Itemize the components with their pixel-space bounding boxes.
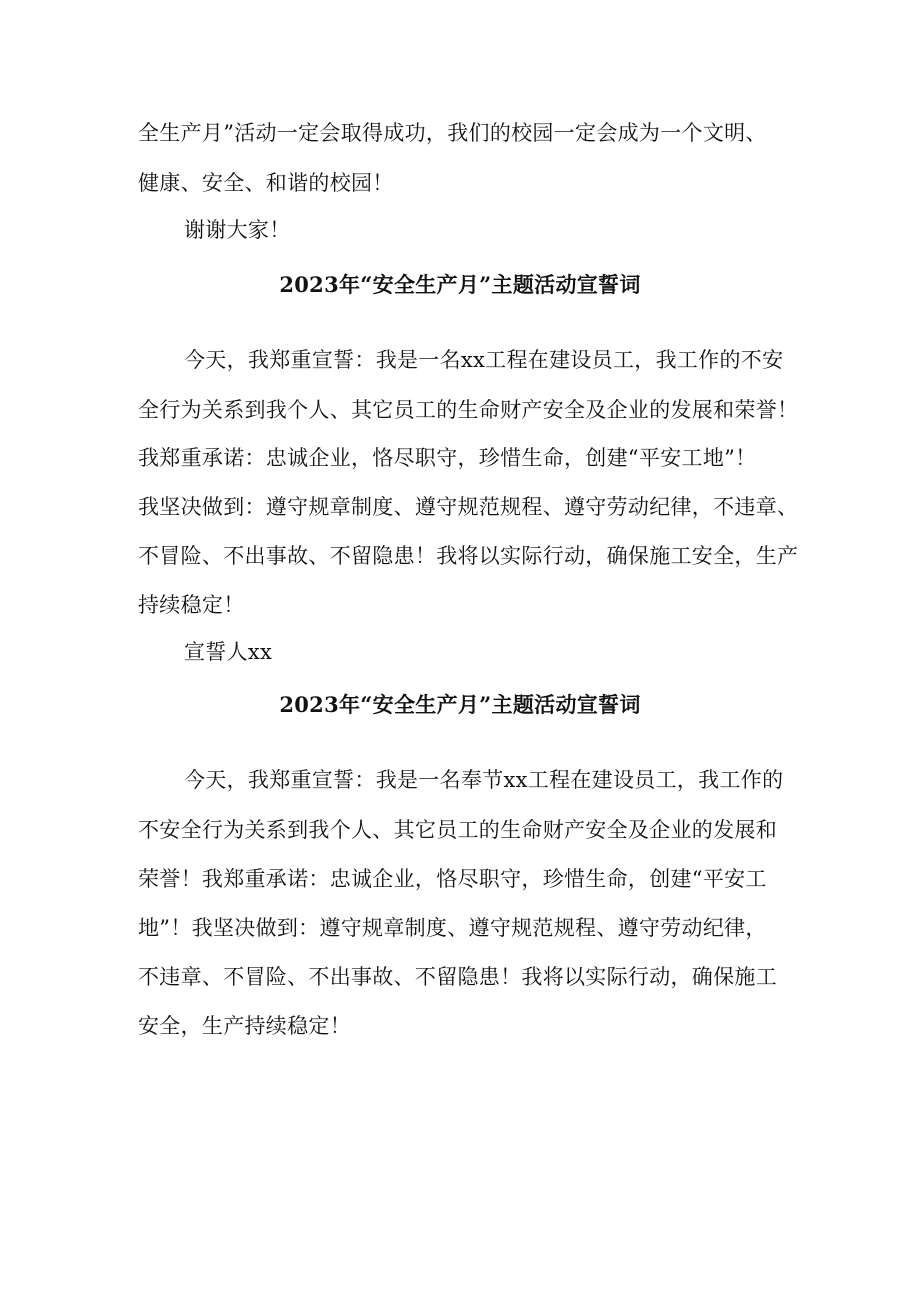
section-2-line-3: 荣誉！我郑重承诺：忠诚企业，恪尽职守，珍惜生命，创建“平安工 [138, 867, 767, 891]
section-2-line-6: 安全，生产持续稳定！ [138, 1014, 351, 1038]
section-1-line-2: 全行为关系到我个人、其它员工的生命财产安全及企业的发展和荣誉！ [138, 398, 799, 422]
intro-line-1: 全生产月”活动一定会取得成功，我们的校园一定会成为一个文明、 [138, 121, 767, 145]
section-1-line-3: 我郑重承诺：忠诚企业，恪尽职守，珍惜生命，创建“平安工地”！ [138, 446, 757, 470]
section-2-line-1: 今天，我郑重宣誓：我是一名奉节xx工程在建设员工，我工作的 [184, 768, 784, 792]
section-2-title: 2023年“安全生产月”主题活动宣誓词 [279, 692, 641, 717]
section-1-title: 2023年“安全生产月”主题活动宣誓词 [279, 272, 641, 297]
section-1-signature: 宣誓人xx [184, 640, 273, 664]
section-1-line-1: 今天，我郑重宣誓：我是一名xx工程在建设员工，我工作的不安 [184, 348, 784, 372]
intro-line-2: 健康、安全、和谐的校园！ [138, 171, 394, 195]
section-1-line-5: 不冒险、不出事故、不留隐患！我将以实际行动，确保施工安全，生产 [138, 544, 799, 568]
thanks-text: 谢谢大家！ [184, 218, 291, 242]
section-2-line-4: 地”！我坚决做到：遵守规章制度、遵守规范规程、遵守劳动纪律， [138, 916, 767, 940]
section-1-line-4: 我坚决做到：遵守规章制度、遵守规范规程、遵守劳动纪律，不违章、 [138, 495, 799, 519]
section-2-line-5: 不违章、不冒险、不出事故、不留隐患！我将以实际行动，确保施工 [138, 965, 777, 989]
section-1-line-6: 持续稳定！ [138, 593, 245, 617]
section-2-line-2: 不安全行为关系到我个人、其它员工的生命财产安全及企业的发展和 [138, 818, 777, 842]
